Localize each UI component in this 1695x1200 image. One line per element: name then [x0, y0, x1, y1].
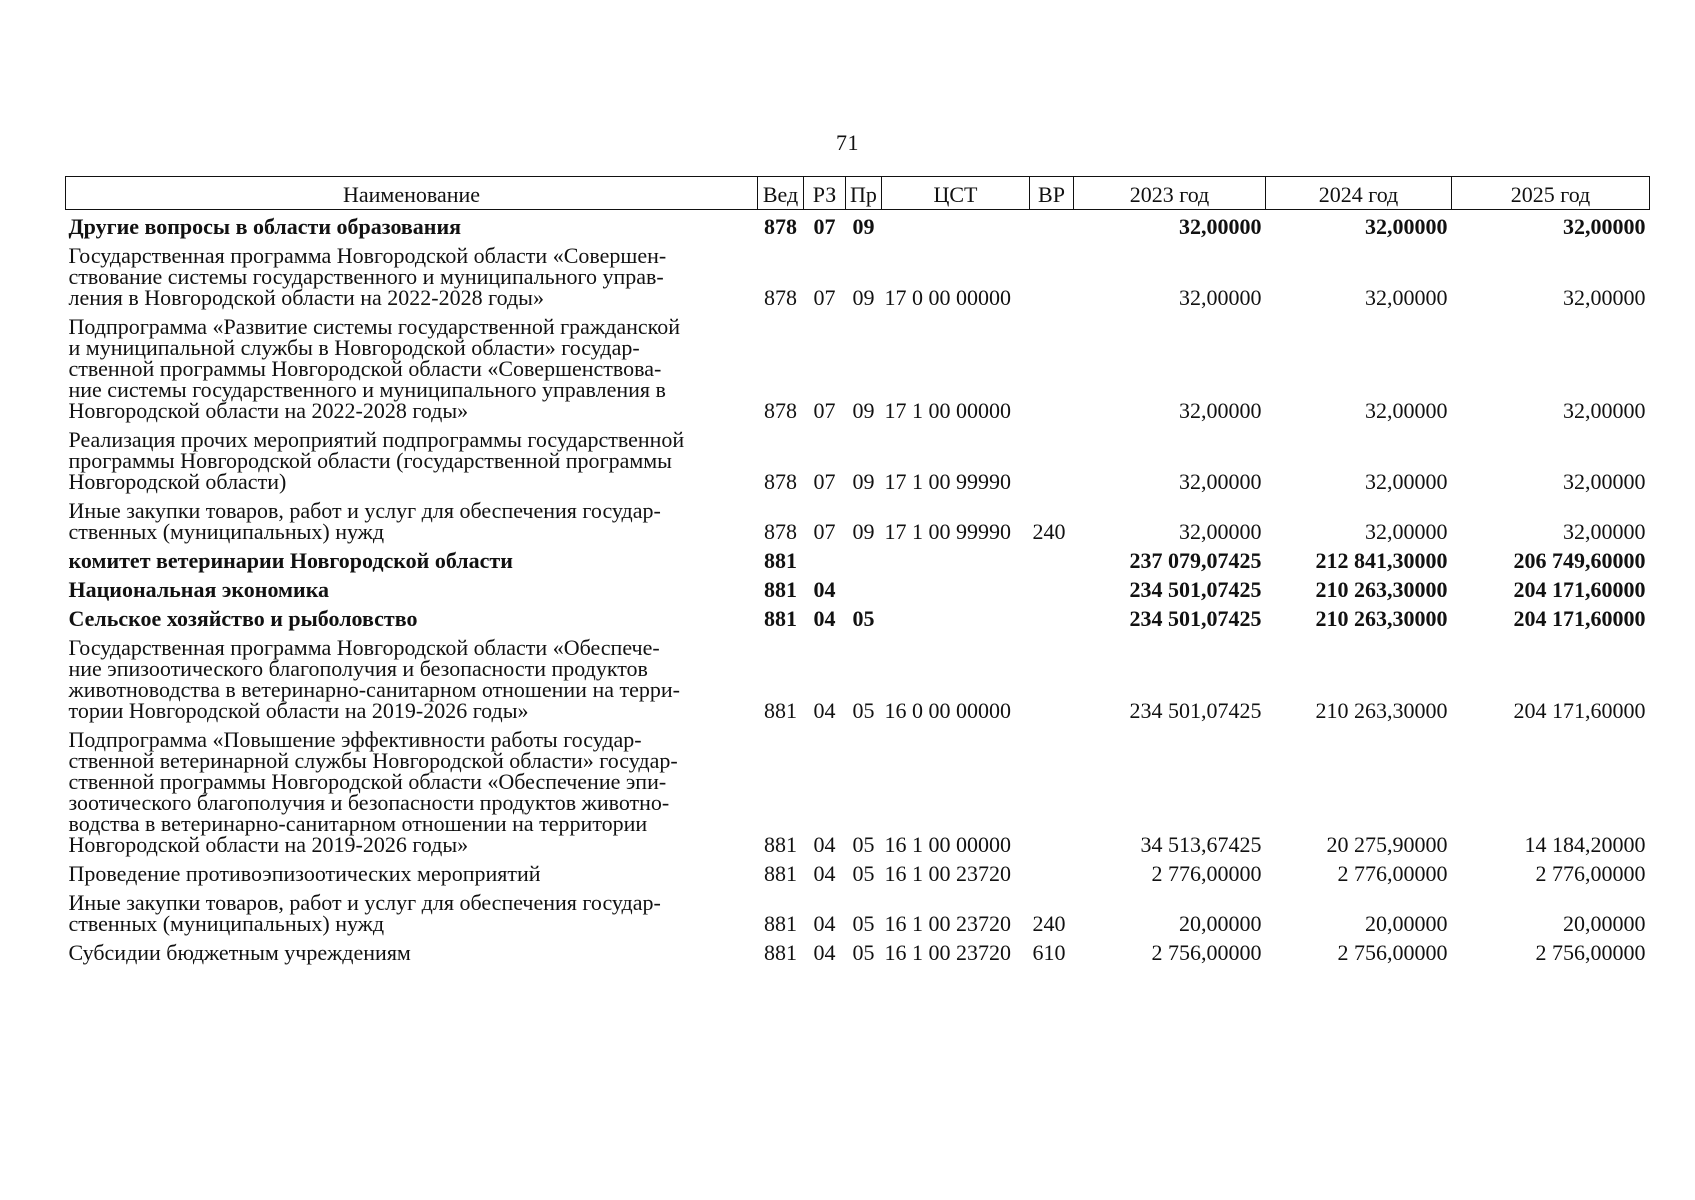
page-number: 71 [836, 130, 859, 155]
cell-vr [1030, 631, 1074, 723]
cell-rz: 07 [813, 285, 836, 310]
cell-cst [882, 573, 1030, 602]
name-line: Проведение противоэпизоотических мероприятий [68, 861, 541, 886]
table-row [66, 494, 1650, 544]
cell-ved: 881 [764, 911, 797, 936]
cell-rz: 07 [813, 519, 836, 544]
cell-ved: 881 [764, 832, 797, 857]
table-header-row [66, 177, 1650, 210]
cell-cst [882, 544, 1030, 573]
cell-cst [882, 602, 1030, 631]
cell-2023: 32,00000 [1179, 285, 1262, 310]
cell-2024: 210 263,30000 [1315, 577, 1448, 602]
name-line: Национальная экономика [68, 577, 330, 602]
cell-2024: 32,00000 [1365, 469, 1448, 494]
cell-vr [1030, 544, 1074, 573]
table-row [66, 210, 1650, 240]
cell-ved: 878 [764, 398, 797, 423]
cell-cst: 16 1 00 23720 [884, 861, 1011, 886]
cell-2023: 234 501,07425 [1129, 577, 1262, 602]
cell-2024: 32,00000 [1365, 214, 1448, 239]
cell-rz: 04 [813, 911, 836, 936]
cell-vr: 610 [1032, 940, 1066, 965]
table-row [66, 544, 1650, 573]
table-row [66, 602, 1650, 631]
cell-cst: 17 1 00 99990 [884, 519, 1011, 544]
cell-rz: 04 [813, 698, 836, 723]
cell-2025: 32,00000 [1563, 398, 1646, 423]
cell-pr: 05 [852, 832, 875, 857]
cell-name [66, 239, 758, 310]
cell-cst [882, 210, 1030, 240]
cell-cst: 17 1 00 99990 [884, 469, 1011, 494]
cell-2023: 32,00000 [1179, 214, 1262, 239]
name-line: Новгородской области) [68, 469, 287, 494]
name-line: Подпрограмма «Развитие системы государственной гражданской [68, 314, 680, 339]
cell-2023: 2 756,00000 [1151, 940, 1262, 965]
cell-pr: 05 [852, 911, 875, 936]
name-line: Субсидии бюджетным учреждениям [68, 940, 411, 965]
cell-rz: 04 [813, 832, 836, 857]
header-name: Наименование [66, 177, 758, 210]
cell-pr [846, 544, 882, 573]
name-line: Сельское хозяйство и рыболовство [68, 606, 418, 631]
cell-name [66, 494, 758, 544]
cell-vr [1030, 602, 1074, 631]
cell-name [66, 886, 758, 936]
name-line: ние системы государственного и муниципального управления в [68, 377, 666, 402]
cell-2025: 32,00000 [1563, 285, 1646, 310]
cell-name [66, 723, 758, 857]
cell-rz: 07 [813, 398, 836, 423]
cell-2023: 2 776,00000 [1151, 861, 1262, 886]
name-line: животноводства в ветеринарно-санитарном отношении на терри- [68, 677, 680, 702]
cell-name [66, 423, 758, 494]
cell-2025: 206 749,60000 [1513, 548, 1646, 573]
cell-2024: 32,00000 [1365, 285, 1448, 310]
cell-pr: 09 [852, 285, 875, 310]
table-row [66, 310, 1650, 423]
cell-pr: 05 [852, 940, 875, 965]
cell-pr: 09 [852, 519, 875, 544]
table-row [66, 423, 1650, 494]
name-line: водства в ветеринарно-санитарном отношении на территории [68, 811, 648, 836]
header-ved: Вед [758, 177, 804, 210]
cell-2023: 32,00000 [1179, 519, 1262, 544]
cell-name [66, 310, 758, 423]
cell-vr: 240 [1032, 911, 1066, 936]
cell-rz: 04 [813, 606, 836, 631]
cell-2023: 32,00000 [1179, 398, 1262, 423]
name-line: и муниципальной службы в Новгородской области» государ- [68, 335, 640, 360]
cell-rz: 07 [813, 469, 836, 494]
header-2024: 2024 год [1266, 177, 1452, 210]
table-row [66, 936, 1650, 965]
table-row [66, 631, 1650, 723]
cell-vr [1030, 210, 1074, 240]
cell-rz: 04 [813, 577, 836, 602]
cell-pr: 09 [852, 398, 875, 423]
cell-name [66, 573, 758, 602]
cell-vr: 240 [1032, 519, 1066, 544]
cell-vr [1030, 239, 1074, 310]
name-line: Государственная программа Новгородской области «Совершен- [68, 243, 667, 268]
cell-2025: 204 171,60000 [1513, 606, 1646, 631]
name-line: Новгородской области на 2019-2026 годы» [68, 832, 469, 857]
cell-cst: 16 1 00 23720 [884, 911, 1011, 936]
name-line: Иные закупки товаров, работ и услуг для обеспечения государ- [68, 890, 661, 915]
cell-ved: 881 [764, 940, 797, 965]
cell-2025: 2 756,00000 [1535, 940, 1646, 965]
cell-2023: 34 513,67425 [1140, 832, 1262, 857]
name-line: ления в Новгородской области на 2022-2028 годы» [68, 285, 544, 310]
cell-2025: 204 171,60000 [1513, 698, 1646, 723]
cell-2024: 2 756,00000 [1337, 940, 1448, 965]
name-line: Иные закупки товаров, работ и услуг для обеспечения государ- [68, 498, 661, 523]
header-cst: ЦСТ [882, 177, 1030, 210]
cell-2024: 2 776,00000 [1337, 861, 1448, 886]
cell-vr [1030, 573, 1074, 602]
table-row [66, 857, 1650, 886]
budget-table [65, 176, 1650, 965]
name-line: Реализация прочих мероприятий подпрограммы государственной [68, 427, 685, 452]
cell-cst: 16 1 00 00000 [884, 832, 1011, 857]
cell-2024: 32,00000 [1365, 398, 1448, 423]
name-line: зоотического благополучия и безопасности продуктов животно- [68, 790, 670, 815]
cell-name [66, 602, 758, 631]
cell-2024: 32,00000 [1365, 519, 1448, 544]
cell-rz [804, 544, 846, 573]
header-2025: 2025 год [1452, 177, 1650, 210]
cell-cst: 17 0 00 00000 [884, 285, 1011, 310]
name-line: ственной ветеринарной службы Новгородской области» государ- [68, 748, 678, 773]
cell-ved: 878 [764, 214, 797, 239]
header-vr: ВР [1030, 177, 1074, 210]
cell-2024: 210 263,30000 [1315, 698, 1448, 723]
table-row [66, 886, 1650, 936]
cell-ved: 881 [764, 577, 797, 602]
cell-name [66, 936, 758, 965]
cell-ved: 881 [764, 548, 797, 573]
cell-pr: 09 [852, 214, 875, 239]
cell-ved: 881 [764, 861, 797, 886]
name-line: ственных (муниципальных) нужд [68, 911, 385, 936]
cell-2024: 20,00000 [1365, 911, 1448, 936]
table-row [66, 723, 1650, 857]
name-line: ние эпизоотического благополучия и безопасности продуктов [68, 656, 648, 681]
cell-name [66, 857, 758, 886]
cell-2024: 212 841,30000 [1315, 548, 1448, 573]
cell-2025: 2 776,00000 [1535, 861, 1646, 886]
table-row [66, 239, 1650, 310]
cell-2023: 20,00000 [1179, 911, 1262, 936]
cell-cst: 16 0 00 00000 [884, 698, 1011, 723]
table-row [66, 573, 1650, 602]
name-line: Другие вопросы в области образования [68, 214, 462, 239]
cell-2024: 20 275,90000 [1326, 832, 1448, 857]
cell-pr: 05 [852, 698, 875, 723]
cell-rz: 04 [813, 861, 836, 886]
cell-ved: 878 [764, 469, 797, 494]
cell-2025: 20,00000 [1563, 911, 1646, 936]
cell-pr [846, 573, 882, 602]
cell-2025: 14 184,20000 [1524, 832, 1646, 857]
name-line: программы Новгородской области (государственной программы [68, 448, 672, 473]
cell-2025: 32,00000 [1563, 469, 1646, 494]
cell-2023: 237 079,07425 [1129, 548, 1262, 573]
header-rz: РЗ [804, 177, 846, 210]
cell-vr [1030, 723, 1074, 857]
header-pr: Пр [846, 177, 882, 210]
cell-vr [1030, 310, 1074, 423]
cell-2023: 234 501,07425 [1129, 606, 1262, 631]
cell-ved: 878 [764, 285, 797, 310]
name-line: Подпрограмма «Повышение эффективности работы государ- [68, 727, 642, 752]
cell-2025: 32,00000 [1563, 214, 1646, 239]
cell-pr: 05 [852, 606, 875, 631]
cell-ved: 881 [764, 606, 797, 631]
name-line: ствование системы государственного и муниципального управ- [68, 264, 664, 289]
cell-2024: 210 263,30000 [1315, 606, 1448, 631]
name-line: Новгородской области на 2022-2028 годы» [68, 398, 469, 423]
cell-vr [1030, 423, 1074, 494]
name-line: ственной программы Новгородской области «Совершенствова- [68, 356, 662, 381]
cell-cst: 17 1 00 00000 [884, 398, 1011, 423]
cell-name [66, 544, 758, 573]
name-line: Государственная программа Новгородской области «Обеспече- [68, 635, 660, 660]
cell-pr: 05 [852, 861, 875, 886]
name-line: комитет ветеринарии Новгородской области [68, 548, 513, 573]
cell-cst: 16 1 00 23720 [884, 940, 1011, 965]
table-body [66, 210, 1650, 966]
cell-rz: 04 [813, 940, 836, 965]
name-line: ственной программы Новгородской области «Обеспечение эпи- [68, 769, 667, 794]
cell-name [66, 210, 758, 240]
cell-pr: 09 [852, 469, 875, 494]
cell-2023: 234 501,07425 [1129, 698, 1262, 723]
cell-ved: 878 [764, 519, 797, 544]
cell-vr [1030, 857, 1074, 886]
cell-rz: 07 [813, 214, 836, 239]
cell-2025: 204 171,60000 [1513, 577, 1646, 602]
header-2023: 2023 год [1074, 177, 1266, 210]
cell-name [66, 631, 758, 723]
name-line: тории Новгородской области на 2019-2026 годы» [68, 698, 529, 723]
cell-2025: 32,00000 [1563, 519, 1646, 544]
cell-2023: 32,00000 [1179, 469, 1262, 494]
cell-ved: 881 [764, 698, 797, 723]
name-line: ственных (муниципальных) нужд [68, 519, 385, 544]
